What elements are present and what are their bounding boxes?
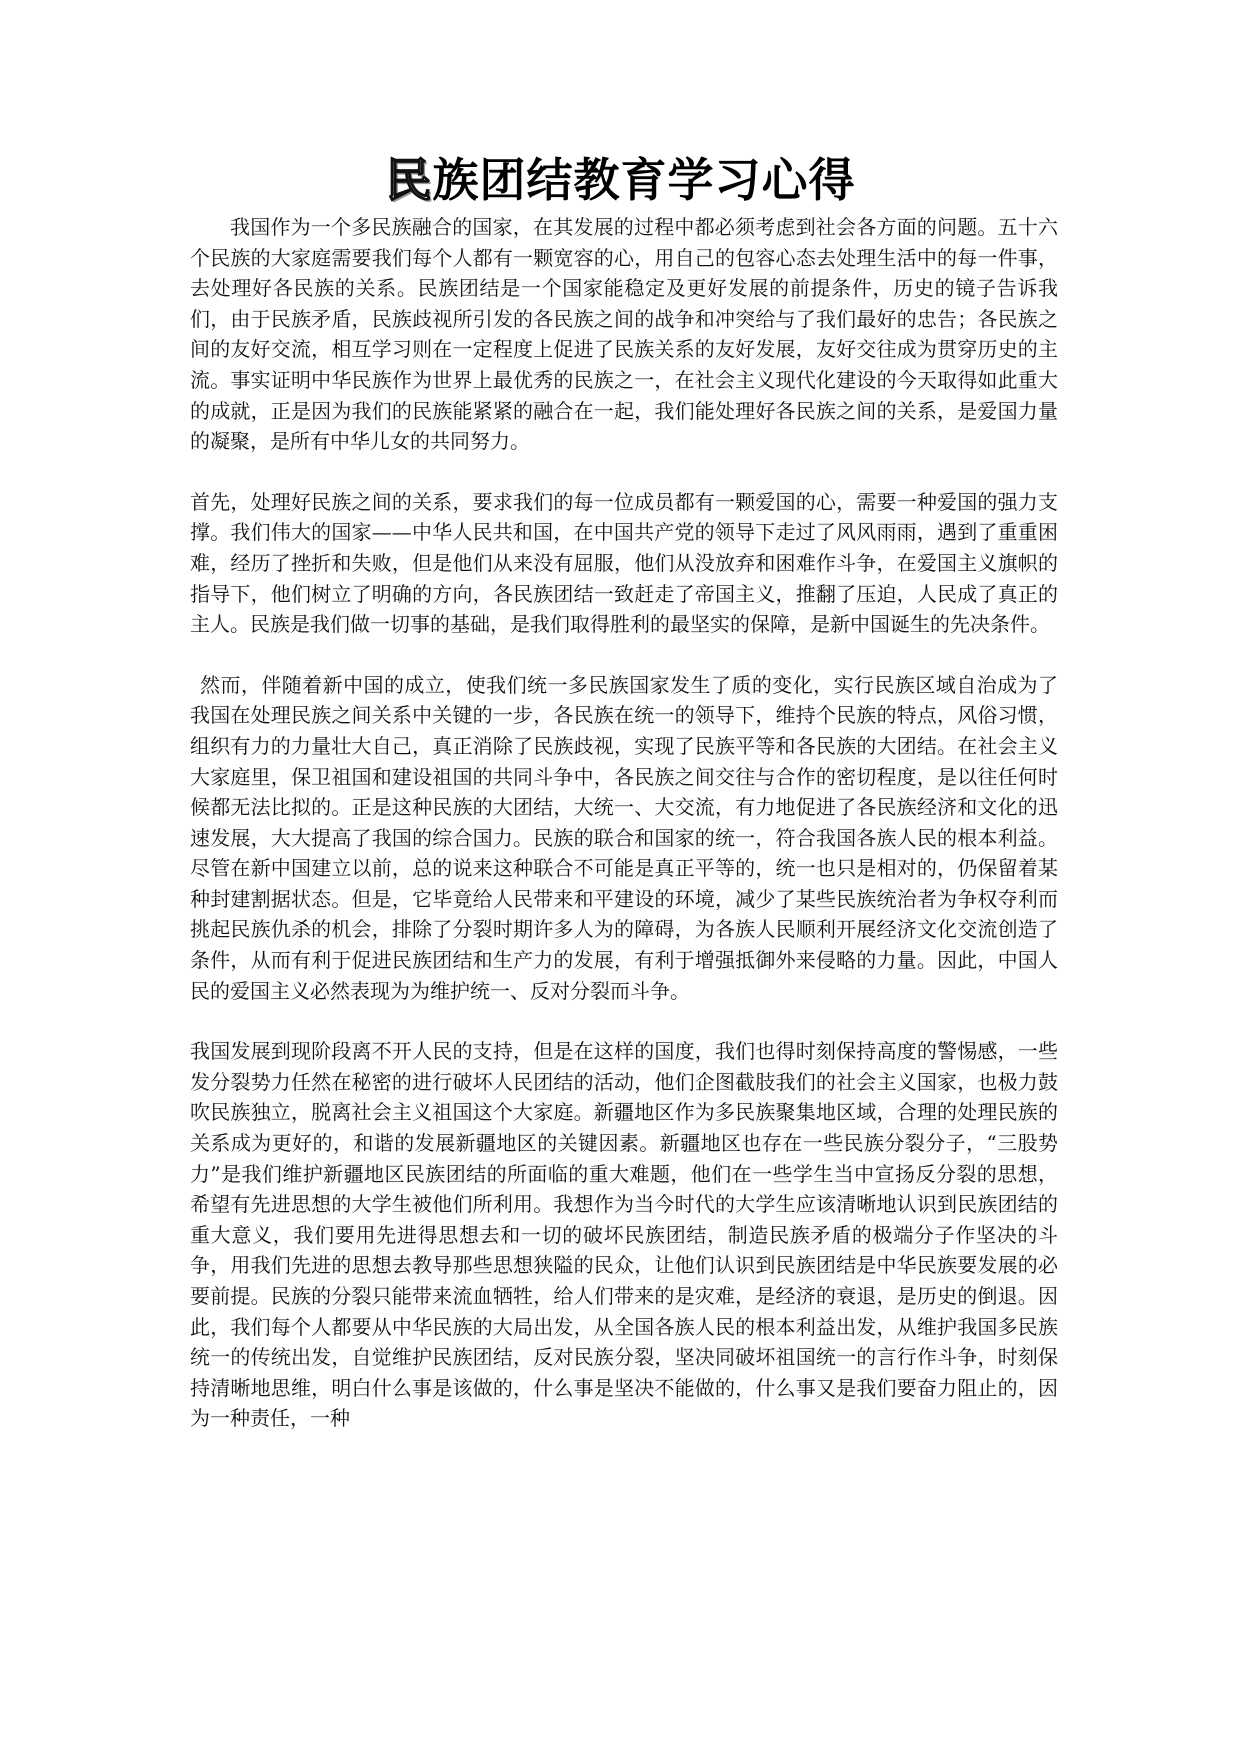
title-text: 族团结教育学习心得: [432, 153, 856, 207]
paragraph-1: 我国作为一个多民族融合的国家，在其发展的过程中都必须考虑到社会各方面的问题。五十六个民族的大家庭需要我们每个人都有一颗宽容的心，用自己的包容心态去处理生活中的每一件事，去处理好各民族的关系。民族团结是一个国家能稳定及更好发展的前提条件，历史的镜子告诉我们，由于民族矛盾，民族歧视所引发的各民族之间的战争和冲突给与了我们最好的忠告；各民族之间的友好交流，相互学习则在一定程度上促进了民族关系的友好发展，友好交往成为贯穿历史的主流。事实证明中华民族作为世界上最优秀的民族之一，在社会主义现代化建设的今天取得如此重大的成就，正是因为我们的民族能紧紧的融合在一起，我们能处理好各民族之间的关系，是爱国力量的凝聚，是所有中华儿女的共同努力。: [190, 215, 1058, 454]
paragraph-2: 首先，处理好民族之间的关系，要求我们的每一位成员都有一颗爱国的心，需要一种爱国的强力支撑。我们伟大的国家——中华人民共和国，在中国共产党的领导下走过了风风雨雨，遇到了重重困难，经历了挫折和失败，但是他们从来没有屈服，他们从没放弃和困难作斗争，在爱国主义旗帜的指导下，他们树立了明确的方向，各民族团结一致赶走了帝国主义，推翻了压迫，人民成了真正的主人。民族是我们做一切事的基础，是我们取得胜利的最坚实的保障，是新中国诞生的先决条件。: [190, 489, 1058, 637]
document-body: [190, 212, 1058, 1434]
paragraph-3: 然而，伴随着新中国的成立，使我们统一多民族国家发生了质的变化，实行民族区域自治成为了我国在处理民族之间关系中关键的一步，各民族在统一的领导下，维持个民族的特点，风俗习惯，组织有力的力量壮大自己，真正消除了民族歧视，实现了民族平等和各民族的大团结。在社会主义大家庭里，保卫祖国和建设祖国的共同斗争中，各民族之间交往与合作的密切程度，是以往任何时候都无法比拟的。正是这种民族的大团结，大统一、大交流，有力地促进了各民族经济和文化的迅速发展，大大提高了我国的综合国力。民族的联合和国家的统一，符合我国各族人民的根本利益。尽管在新中国建立以前，总的说来这种联合不可能是真正平等的，统一也只是相对的，仍保留着某种封建割据状态。但是，它毕竟给人民带来和平建设的环境，减少了某些民族统治者为争权夺利而挑起民族仇杀的机会，排除了分裂时期许多人为的障碍，为各族人民顺利开展经济文化交流创造了条件，从而有利于促进民族团结和生产力的发展，有利于增强抵御外来侵略的力量。因此，中国人民的爱国主义必然表现为为维护统一、反对分裂而斗争。: [190, 672, 1058, 1003]
document-title: [0, 150, 1241, 210]
title-outlined-first-char: 民: [385, 153, 433, 207]
paragraph-4: 我国发展到现阶段离不开人民的支持，但是在这样的国度，我们也得时刻保持高度的警惕感，一些发分裂势力任然在秘密的进行破坏人民团结的活动，他们企图截肢我们的社会主义国家，也极力鼓吹民族独立，脱离社会主义祖国这个大家庭。新疆地区作为多民族聚集地区域，合理的处理民族的关系成为更好的，和谐的发展新疆地区的关键因素。新疆地区也存在一些民族分裂分子，“三股势力”是我们维护新疆地区民族团结的所面临的重大难题，他们在一些学生当中宣扬反分裂的思想，希望有先进思想的大学生被他们所利用。我想作为当今时代的大学生应该清晰地认识到民族团结的重大意义，我们要用先进得思想去和一切的破坏民族团结，制造民族矛盾的极端分子作坚决的斗争，用我们先进的思想去教导那些思想狭隘的民众，让他们认识到民族团结是中华民族要发展的必要前提。民族的分裂只能带来流血牺牲，给人们带来的是灾难，是经济的衰退，是历史的倒退。因此，我们每个人都要从中华民族的大局出发，从全国各族人民的根本利益出发，从维护我国多民族统一的传统出发，自觉维护民族团结，反对民族分裂，坚决同破坏祖国统一的言行作斗争，时刻保持清晰地思维，明白什么事是该做的，什么事是坚决不能做的，什么事又是我们要奋力阻止的，因为一种责任，一种: [190, 1039, 1058, 1431]
